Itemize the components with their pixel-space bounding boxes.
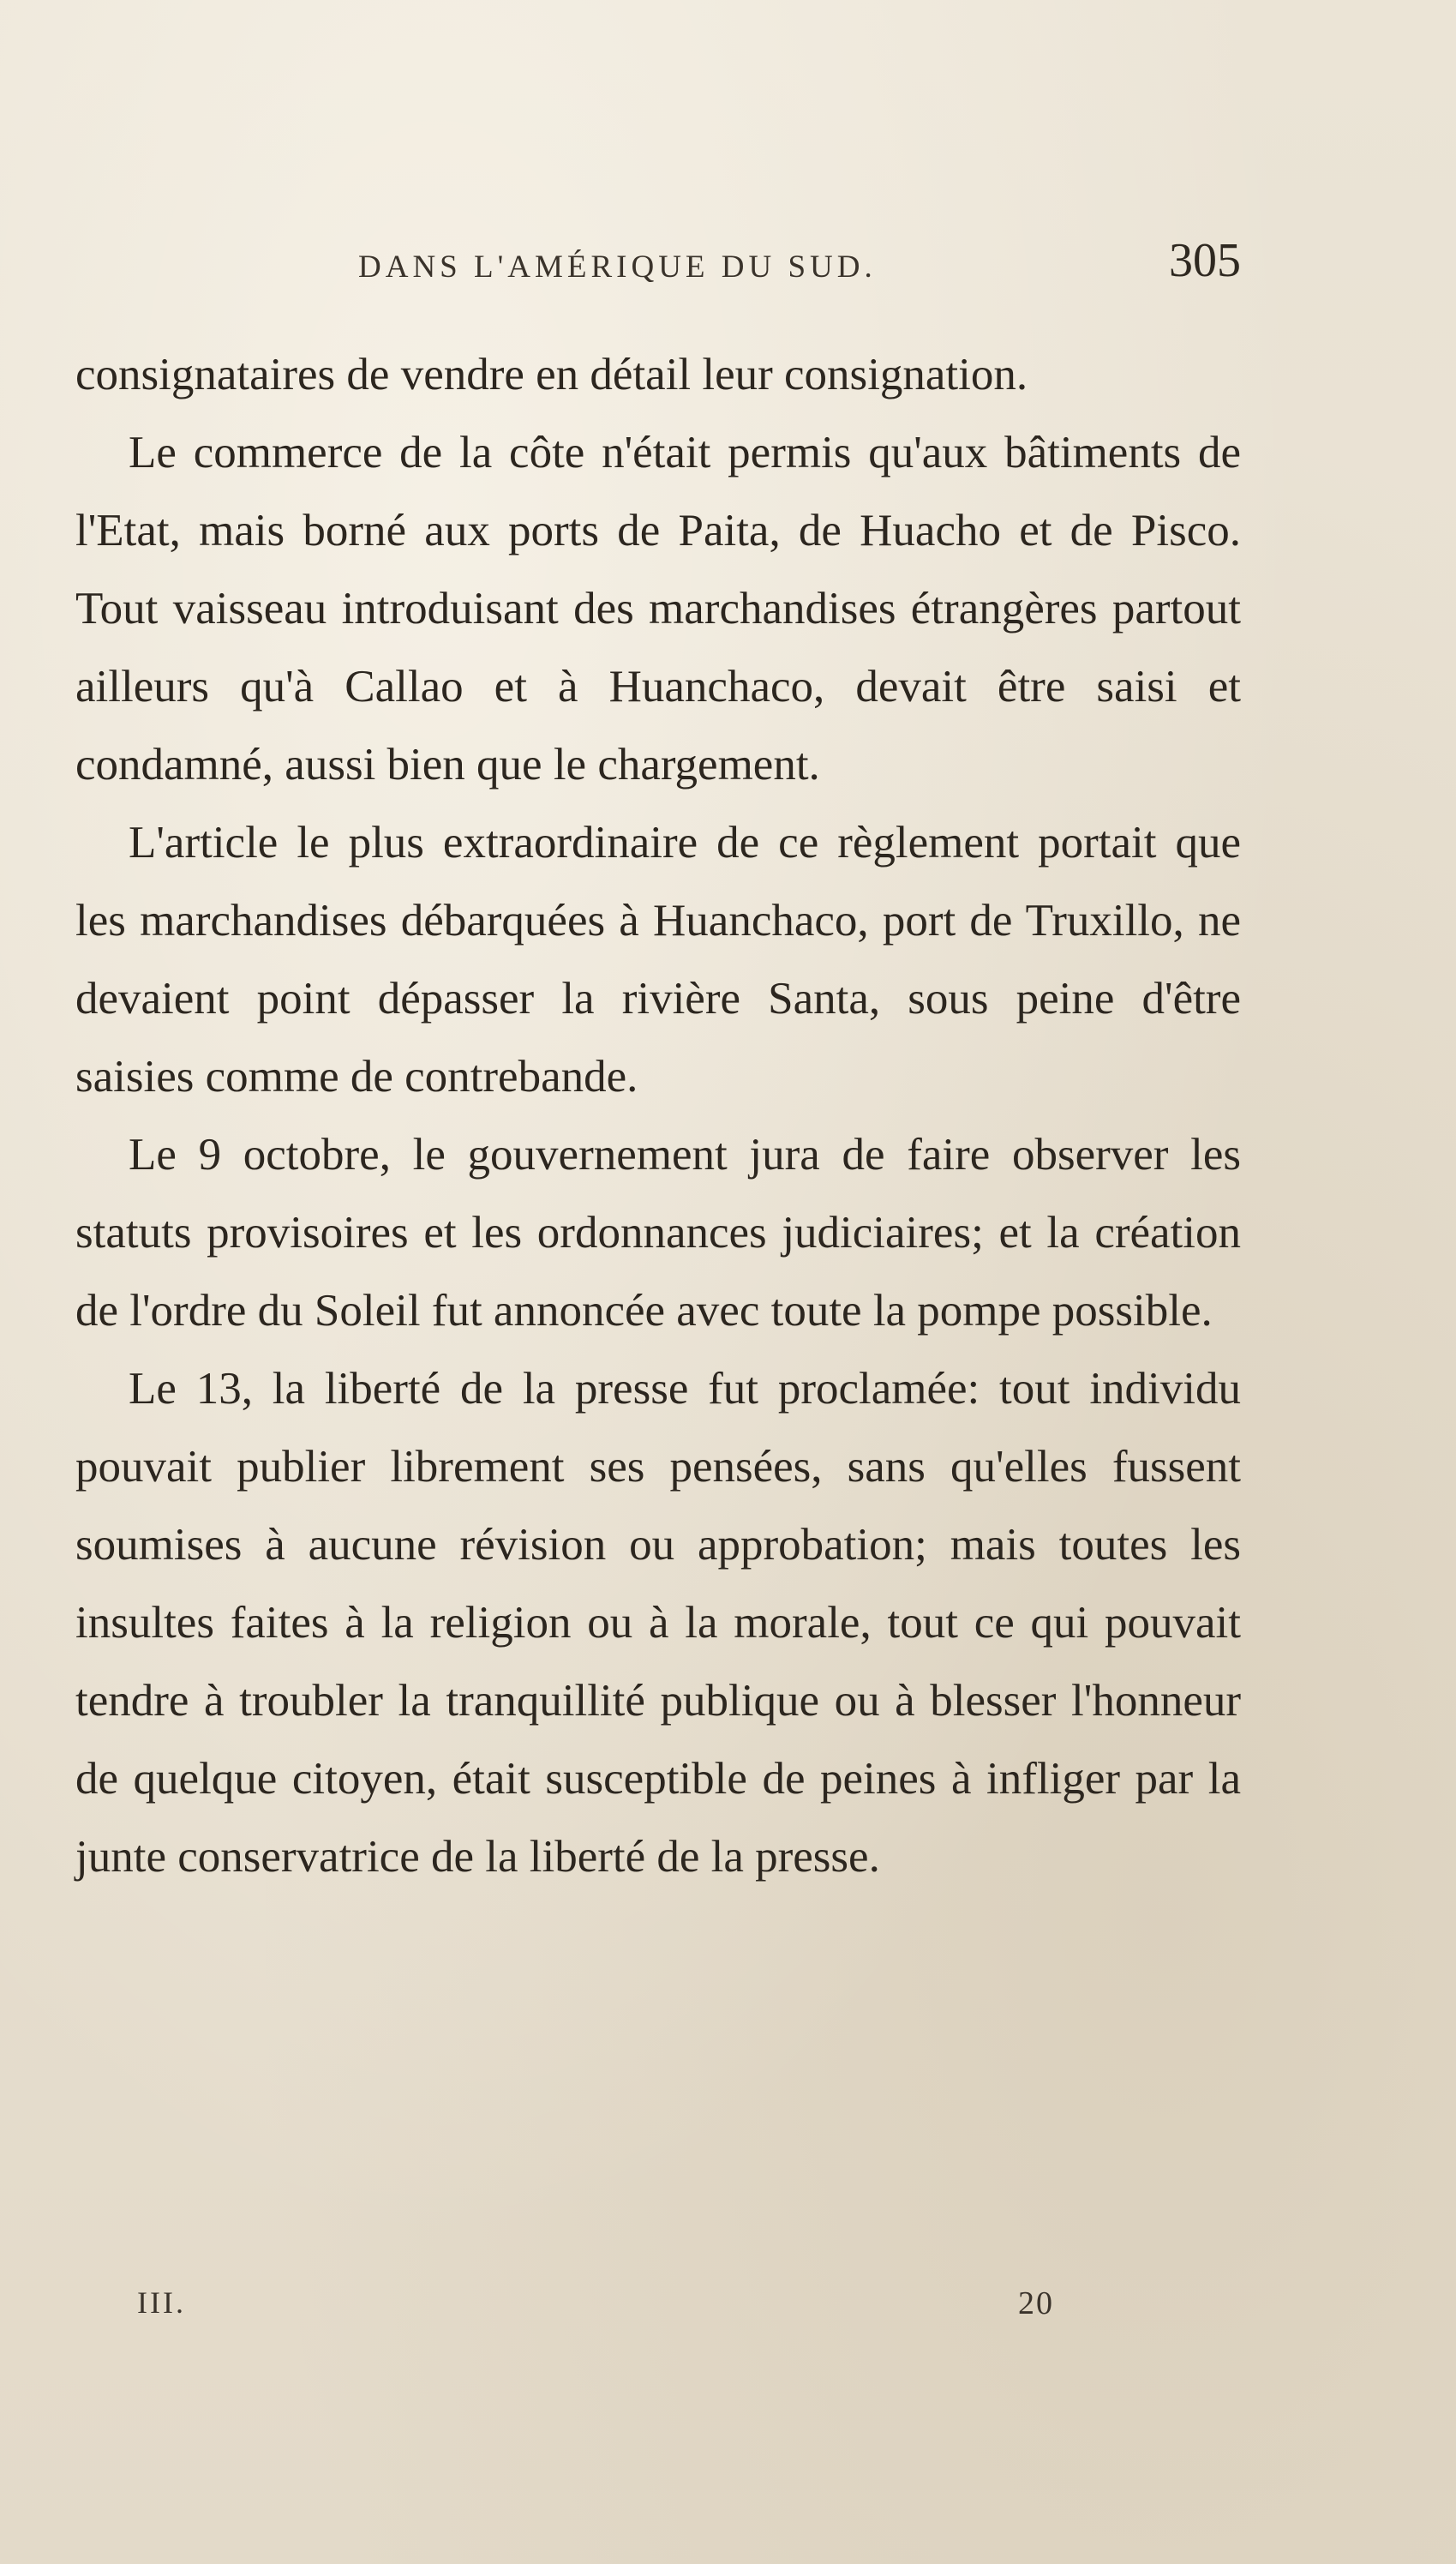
running-title: DANS L'AMÉRIQUE DU SUD. xyxy=(358,249,877,285)
page-body xyxy=(75,336,1241,1896)
signature-mark: III. xyxy=(137,2285,186,2320)
page-number: 305 xyxy=(1169,234,1241,287)
paragraph: L'article le plus extraordinaire de ce règlement portait que les marchandises débarquées à Huanchaco, port de Truxillo, ne devaient point dépasser la rivière Santa, sous peine d'être saisies comme de contrebande. xyxy=(75,818,1241,1102)
paragraph: Le 13, la liberté de la presse fut proclamée: tout individu pouvait publier librement ses pensées, sans qu'elles fussent soumises à aucune révision ou approbation; mais toutes les insultes faites à la religion ou à la morale, tout ce qui pouvait tendre à troubler la tranquillité publique ou à blesser l'honneur de quelque citoyen, était susceptible de peines à infliger par la junte conservatrice de la liberté de la presse. xyxy=(75,1364,1241,1882)
sheet-number: 20 xyxy=(1018,2285,1054,2321)
page-header xyxy=(75,233,1241,302)
paragraph: consignataires de vendre en détail leur consignation. xyxy=(75,350,1028,399)
paragraph: Le commerce de la côte n'était permis qu'aux bâtiments de l'Etat, mais borné aux ports de Paita, de Huacho et de Pisco. Tout vaisseau introduisant des marchandises étrangères partout ailleurs qu'à Callao et à Huanchaco, devait être saisi et condamné, aussi bien que le chargement. xyxy=(75,428,1241,790)
page-footer xyxy=(75,2285,1241,2336)
paragraph: Le 9 octobre, le gouvernement jura de faire observer les statuts provisoires et les ordonnances judiciaires; et la création de l'ordre du Soleil fut annoncée avec toute la pompe possible. xyxy=(75,1130,1241,1336)
